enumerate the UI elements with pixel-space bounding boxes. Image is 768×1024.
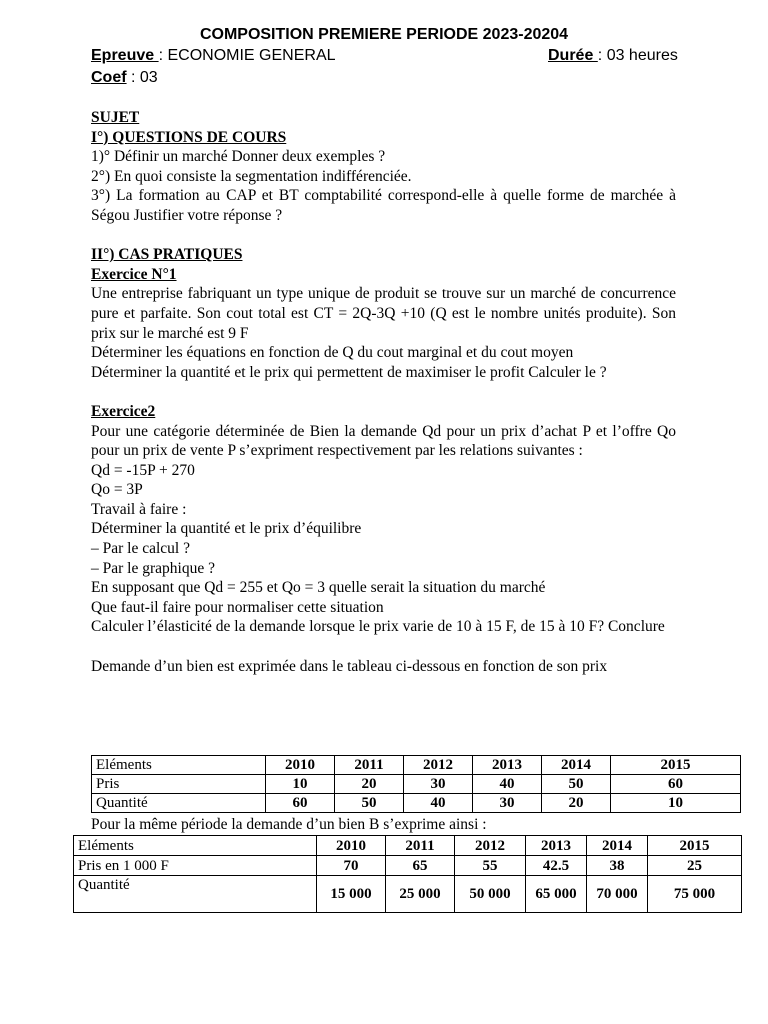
table-header-row [74,836,742,856]
exercise2-task-5: Que faut-il faire pour normaliser cette situation [91,598,384,616]
table-cell: 60 [611,775,741,794]
table-header-cell: 2011 [386,836,455,856]
table-cell: 40 [404,794,473,813]
question-3: 3°) La formation au CAP et BT comptabilité correspond-elle à quelle forme de marchée à Ségou Justifier votre réponse ? [91,187,676,224]
exercise2-task-3: – Par le graphique ? [91,559,215,577]
table-cell: 10 [611,794,741,813]
exercise2-demand-equation: Qd = -15P + 270 [91,461,195,479]
table-cell: Quantité [92,794,266,813]
table-header-cell: 2015 [611,756,741,775]
table-cell: 30 [404,775,473,794]
epreuve-value: : ECONOMIE GENERAL [158,47,336,64]
table-cell: 25 [648,856,742,876]
table-cell: 55 [455,856,526,876]
exercise1-task-1: Déterminer les équations en fonction de Q du cout marginal et du cout moyen [91,344,574,362]
table-cell: 38 [587,856,648,876]
table-cell: 70 [317,856,386,876]
exercise2-supply-equation: Qo = 3P [91,481,143,499]
table-header-cell: 2012 [404,756,473,775]
exercise2-task-4: En supposant que Qd = 255 et Qo = 3 quelle serait la situation du marché [91,579,546,597]
question-1: 1)° Définir un marché Donner deux exemples ? [91,148,386,166]
table-cell: 65 000 [526,876,587,913]
question-2: 2°) En quoi consiste la segmentation indifférenciée. [91,167,412,185]
duree-label: Durée [548,47,598,64]
duree-line [548,47,678,65]
table-cell: 50 [542,775,611,794]
table-header-cell: Eléments [92,756,266,775]
demand-table-a [91,755,741,813]
document-body [91,108,676,676]
exercise2-task-label: Travail à faire : [91,500,187,518]
table-header-cell: 2014 [587,836,648,856]
table-row [92,775,741,794]
table-cell: 42.5 [526,856,587,876]
exercise2-task-1: Déterminer la quantité et le prix d’équilibre [91,520,362,538]
table-b-caption: Pour la même période la demande d’un bien B s’exprime ainsi : [91,816,487,833]
table-cell: 50 [335,794,404,813]
table-cell: 15 000 [317,876,386,913]
table-cell: Pris [92,775,266,794]
duree-value: : 03 heures [597,47,678,64]
part1-heading: I°) QUESTIONS DE COURS [91,128,287,146]
table-header-cell: 2010 [317,836,386,856]
coef-label: Coef [91,69,127,86]
table-header-cell: 2013 [473,756,542,775]
part2-heading: II°) CAS PRATIQUES [91,246,243,264]
table-cell: 75 000 [648,876,742,913]
table-header-cell: 2013 [526,836,587,856]
epreuve-label: Epreuve [91,47,159,64]
document-title: COMPOSITION PREMIERE PERIODE 2023-20204 [199,26,569,43]
exercise1-task-2: Déterminer la quantité et le prix qui permettent de maximiser le profit Calculer le ? [91,363,607,381]
table-cell: 50 000 [455,876,526,913]
exercise2-task-2: – Par le calcul ? [91,540,190,558]
table-cell: 60 [266,794,335,813]
exercise1-heading: Exercice N°1 [91,265,177,283]
table-intro: Demande d’un bien est exprimée dans le tableau ci-dessous en fonction de son prix [91,657,608,675]
exercise1-statement: Une entreprise fabriquant un type unique de produit se trouve sur un marché de concurrence pure et parfaite. Son cout total est CT = 2Q-3Q +10 (Q est le nombre unités produite). Son prix sur le marché est 9 F [91,285,676,342]
coef-line [91,69,158,87]
exercise2-task-6: Calculer l’élasticité de la demande lorsque le prix varie de 10 à 15 F, de 15 à 10 F? Conclure [91,618,665,636]
table-cell: 65 [386,856,455,876]
table-cell: 10 [266,775,335,794]
table-cell: 70 000 [587,876,648,913]
table-header-cell: 2015 [648,836,742,856]
table-header-cell: 2014 [542,756,611,775]
table-cell: 40 [473,775,542,794]
coef-value: : 03 [126,69,158,86]
table-header-cell: 2012 [455,836,526,856]
table-cell: Pris en 1 000 F [74,856,317,876]
table-cell: 20 [335,775,404,794]
table-row [74,876,742,913]
exercise2-statement: Pour une catégorie déterminée de Bien la demande Qd pour un prix d’achat P et l’offre Qo pour un prix de vente P s’expriment respectivement par les relations suivantes : [91,422,676,460]
demand-table-b [73,835,742,913]
table-header-cell: Eléments [74,836,317,856]
table-cell: 30 [473,794,542,813]
exercise2-heading: Exercice2 [91,402,156,420]
table-row [92,794,741,813]
table-cell: Quantité [74,876,317,913]
table-header-row [92,756,741,775]
sujet-heading: SUJET [91,109,140,126]
table-cell: 20 [542,794,611,813]
epreuve-line [91,47,336,65]
table-header-cell: 2011 [335,756,404,775]
table-header-cell: 2010 [266,756,335,775]
table-row [74,856,742,876]
table-cell: 25 000 [386,876,455,913]
